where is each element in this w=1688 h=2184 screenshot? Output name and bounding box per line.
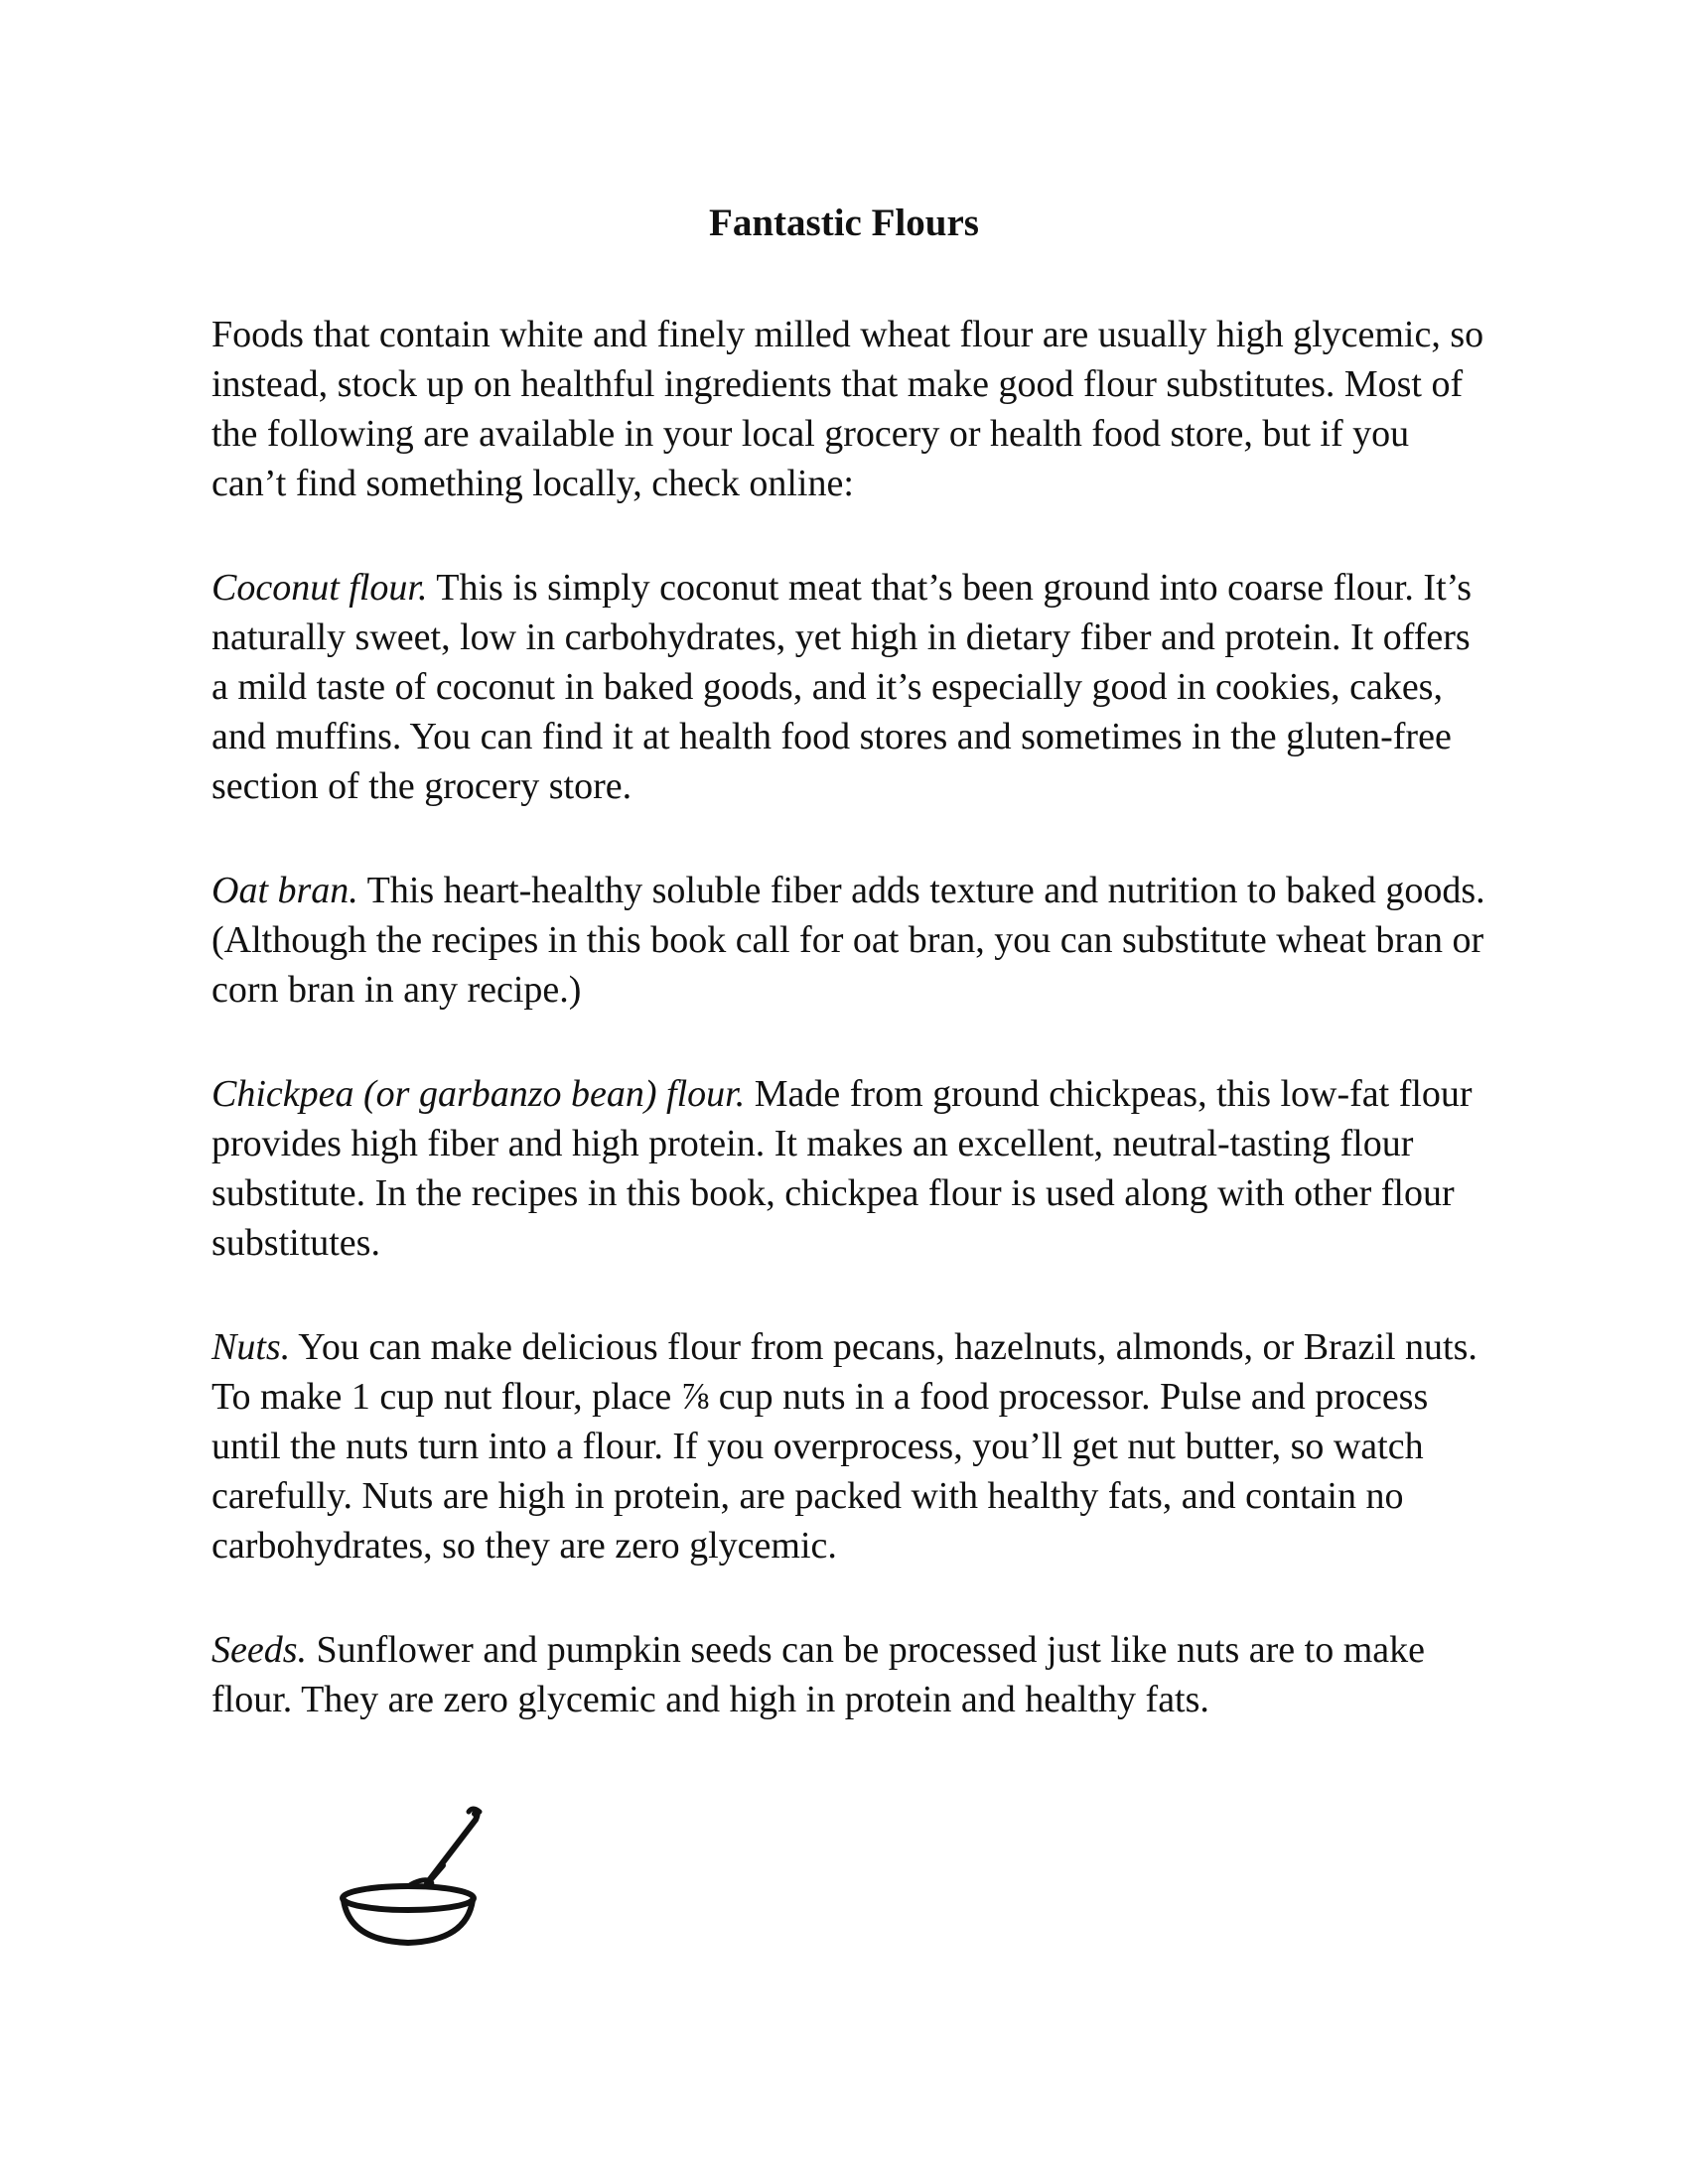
entry-term: Coconut flour. [211,567,428,609]
entry-oat-bran [211,866,1492,1015]
mixing-bowl-icon [336,1802,485,1951]
entry-text: Made from ground chickpeas, this low-fat flour provides high fiber and high protein. It makes an excellent, neutral-tasting flour substitute. In the recipes in this book, chickpea flour is used along with other flour substitutes. [211,1073,1473,1264]
document-body [211,310,1492,1779]
entry-term: Oat bran. [211,870,358,911]
entry-seeds [211,1625,1492,1724]
entry-text: Sunflower and pumpkin seeds can be processed just like nuts are to make flour. They are zero glycemic and high in protein and healthy fats. [211,1629,1426,1720]
entry-nuts [211,1322,1492,1570]
entry-term: Chickpea (or garbanzo bean) flour. [211,1073,746,1115]
intro-paragraph: Foods that contain white and finely milled wheat flour are usually high glycemic, so instead, stock up on healthful ingredients that make good flour substitutes. Most of the following are available in your local grocery or health food store, but if you can’t find something locally, check online: [211,314,1484,504]
entry-chickpea-flour [211,1069,1492,1268]
entry-coconut-flour [211,563,1492,811]
entry-term: Nuts. [211,1326,291,1368]
entry-term: Seeds. [211,1629,308,1671]
entry-text: This is simply coconut meat that’s been ground into coarse flour. It’s naturally sweet, low in carbohydrates, yet high in dietary fiber and protein. It offers a mild taste of coconut in baked goods, and it’s especially good in cookies, cakes, and muffins. You can find it at health food stores and sometimes in the gluten-free section of the grocery store. [211,567,1472,807]
page-title: Fantastic Flours [709,202,979,244]
entry-text: This heart-healthy soluble fiber adds texture and nutrition to baked goods. (Although the recipes in this book call for oat bran, you can substitute wheat bran or corn bran in any recipe.) [211,870,1485,1011]
entry-text: You can make delicious flour from pecans, hazelnuts, almonds, or Brazil nuts. To make 1 cup nut flour, place ⅞ cup nuts in a food processor. Pulse and process until the nuts turn into a flour. If you overprocess, you’ll get nut butter, so watch carefully. Nuts are high in protein, are packed with healthy fats, and contain no carbohydrates, so they are zero glycemic. [211,1326,1477,1567]
